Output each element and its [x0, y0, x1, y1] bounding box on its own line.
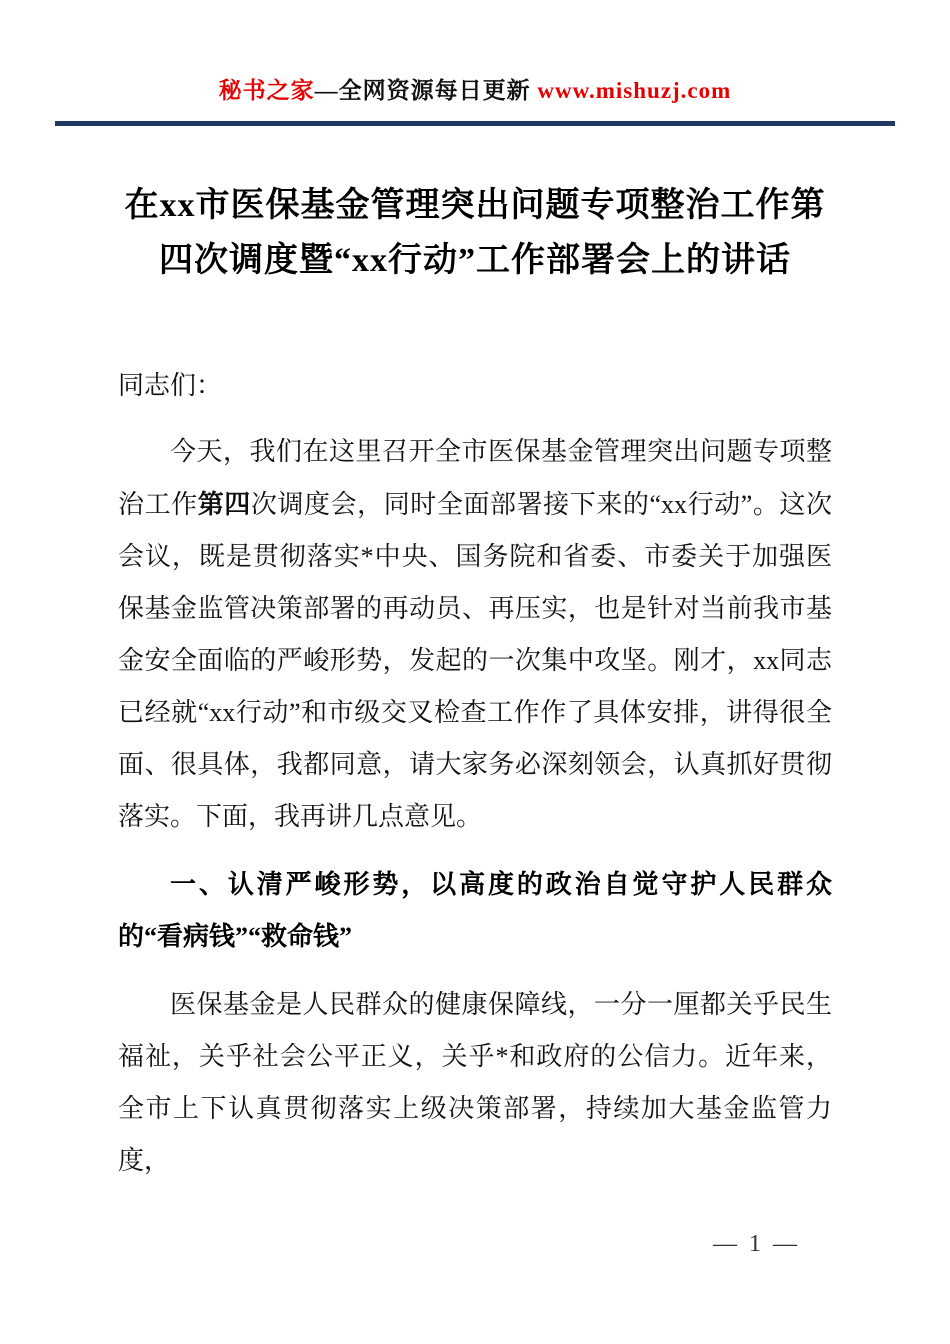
- paragraph-1-seg3: 次调度会，同时全面部署接下来的“xx行动”。这次会议，既是贯彻落实*中央、国务院和省委、市委关于加强医保基金监管决策部署的再动员、再压实，也是针对当前我市基金安全面临的严峻形势，发起的一次集中攻坚。刚才，xx同志已经就“xx行动”和市级交叉检查工作作了具体安排，讲得很全面、很具体，我都同意，请大家务必深刻领会，认真抓好贯彻落实。下面，我再讲几点意见。: [118, 490, 832, 831]
- salutation: 同志们：: [118, 371, 223, 400]
- header-tagline: —全网资源每日更新: [314, 78, 538, 103]
- header-divider: [55, 121, 895, 126]
- header-url-link[interactable]: www.mishuzj.com: [537, 78, 732, 103]
- title-part2-emphasis: 第四: [159, 186, 826, 279]
- paragraph-1: [118, 426, 832, 843]
- document-title: [118, 178, 832, 288]
- paragraph-2: 医保基金是人民群众的健康保障线，一分一厘都关乎民生福祉，关乎社会公平正义，关乎*和政府的公信力。近年来，全市上下认真贯彻落实上级决策部署，持续加大基金监管力度，: [118, 990, 832, 1175]
- site-header: [78, 72, 872, 105]
- document-body: [118, 360, 832, 1187]
- section-heading-1: 一、认清严峻形势，以高度的政治自觉守护人民群众的“看病钱”“救命钱”: [118, 870, 832, 951]
- title-part1: 在xx市医保基金管理突出问题专项整治工作: [124, 187, 791, 224]
- site-name: 秘书之家: [218, 78, 315, 103]
- page-number: — 1 —: [713, 1231, 800, 1257]
- paragraph-1-seg1: 今天，我们在这里召开全市医保基金管理突出问题专项整治工作: [118, 437, 832, 519]
- title-part3: 次调度暨“xx行动”工作部署会上的讲话: [194, 242, 791, 279]
- paragraph-1-seg2-emphasis: 第四: [197, 489, 251, 519]
